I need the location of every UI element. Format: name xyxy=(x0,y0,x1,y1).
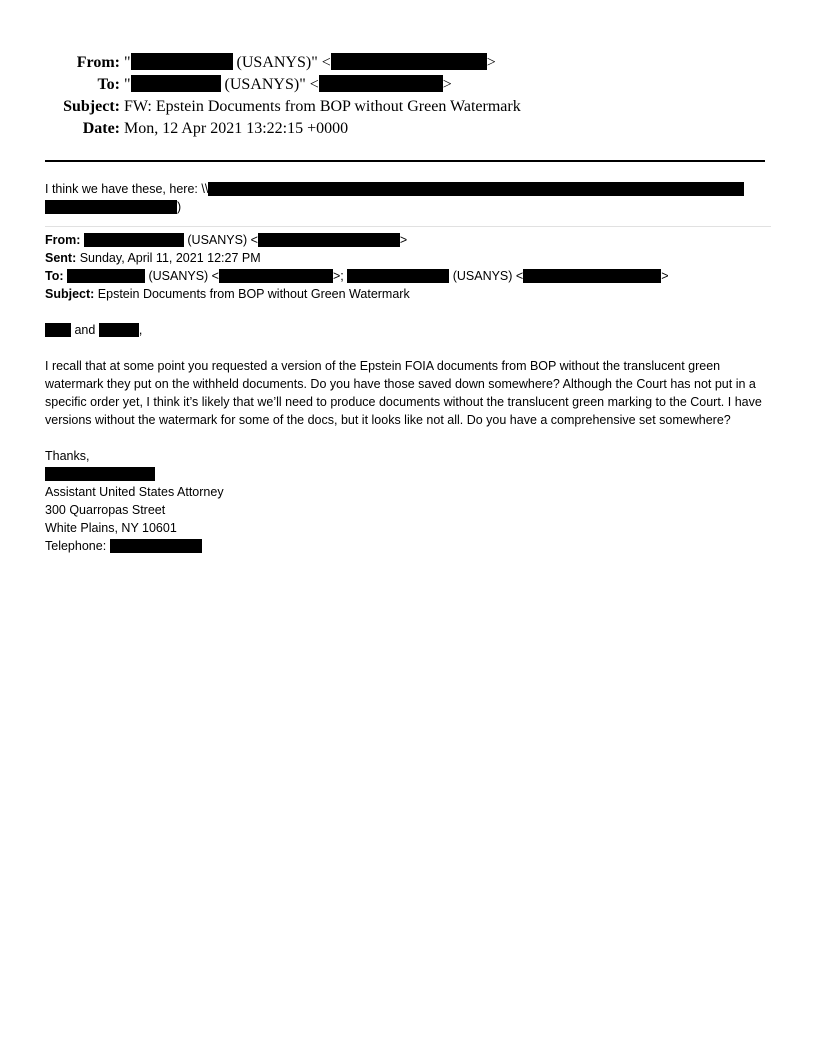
bracket-text: > xyxy=(486,54,496,71)
redaction-box xyxy=(45,200,177,214)
signature-title: Assistant United States Attorney xyxy=(45,485,224,499)
header-subject-row xyxy=(0,96,816,118)
redaction-box xyxy=(523,269,661,283)
redaction-box xyxy=(84,233,184,247)
forwarded-to-org-2: (USANYS) < xyxy=(449,269,524,283)
forwarded-sent-value: Sunday, April 11, 2021 12:27 PM xyxy=(76,251,261,265)
signature-city: White Plains, NY 10601 xyxy=(45,521,177,535)
email-body xyxy=(45,180,771,555)
forwarded-subject-row xyxy=(45,285,771,303)
forwarded-from-org: (USANYS) < xyxy=(183,233,258,247)
greeting-comma: , xyxy=(138,323,143,337)
header-subject-label: Subject: xyxy=(63,98,120,115)
forwarded-to-org: (USANYS) < xyxy=(145,269,219,283)
redaction-box xyxy=(110,539,202,553)
header-to-value xyxy=(124,74,452,96)
header-from-org: (USANYS)" < xyxy=(232,54,331,71)
header-divider xyxy=(45,160,765,162)
signoff: Thanks, xyxy=(45,449,90,463)
forwarded-sent-label: Sent: xyxy=(45,251,77,265)
greeting xyxy=(45,321,771,339)
forwarded-from-row xyxy=(45,231,771,249)
redaction-box xyxy=(219,269,333,283)
redaction-box xyxy=(319,75,443,92)
reply-line xyxy=(45,180,771,198)
header-date-label: Date: xyxy=(82,120,120,137)
redaction-box xyxy=(258,233,400,247)
redaction-box xyxy=(331,53,487,70)
reply-close-paren: ) xyxy=(177,200,182,214)
bracket-text: > xyxy=(661,269,669,283)
redaction-box xyxy=(347,269,449,283)
telephone-label: Telephone: xyxy=(45,539,110,553)
quote-text: " xyxy=(124,76,131,93)
forwarded-subject-value: Epstein Documents from BOP without Green Watermark xyxy=(94,287,410,301)
forwarded-subject-label: Subject: xyxy=(45,287,95,301)
reply-line-2 xyxy=(45,198,771,216)
header-to-org: (USANYS)" < xyxy=(220,76,319,93)
redaction-box xyxy=(45,323,71,337)
redaction-box xyxy=(131,75,221,92)
greeting-and: and xyxy=(71,323,99,337)
header-to-label: To: xyxy=(97,76,120,93)
bracket-text: > xyxy=(399,233,408,247)
redaction-box xyxy=(131,53,233,70)
signature-name xyxy=(45,465,771,483)
message-paragraph: I recall that at some point you requested a version of the Epstein FOIA documents from BOP without the translucent green watermark they put on the withheld documents. Do you have those saved down somewhere? Although the Court has not put in a specific order yet, I think it’s likely that we’ll need to produce documents without the translucent green marking to the Court. I have versions without the watermark for some of the docs, but it looks like not all. Do you have a comprehensive set somewhere? xyxy=(45,359,762,427)
forwarded-to-row xyxy=(45,267,771,285)
header-date-value: Mon, 12 Apr 2021 13:22:15 +0000 xyxy=(124,120,349,137)
redaction-box xyxy=(208,182,744,196)
header-to-row xyxy=(0,74,816,96)
reply-text: I think we have these, here: \\ xyxy=(45,182,209,196)
header-from-label: From: xyxy=(76,54,120,71)
redaction-box xyxy=(45,467,155,481)
email-header xyxy=(0,52,816,140)
separator-text: >; xyxy=(332,269,348,283)
quote-text: " xyxy=(124,54,131,71)
forwarded-sent-row xyxy=(45,249,771,267)
forwarded-to-label: To: xyxy=(45,269,64,283)
header-from-value xyxy=(124,52,496,74)
bracket-text: > xyxy=(442,76,452,93)
header-date-row xyxy=(0,118,816,140)
signature-telephone xyxy=(45,537,771,555)
redaction-box xyxy=(67,269,145,283)
header-from-row xyxy=(0,52,816,74)
redaction-box xyxy=(99,323,139,337)
forward-separator xyxy=(45,226,771,227)
forwarded-from-label: From: xyxy=(45,233,81,247)
header-subject-value: FW: Epstein Documents from BOP without Green Watermark xyxy=(124,98,521,115)
signature-street: 300 Quarropas Street xyxy=(45,503,166,517)
